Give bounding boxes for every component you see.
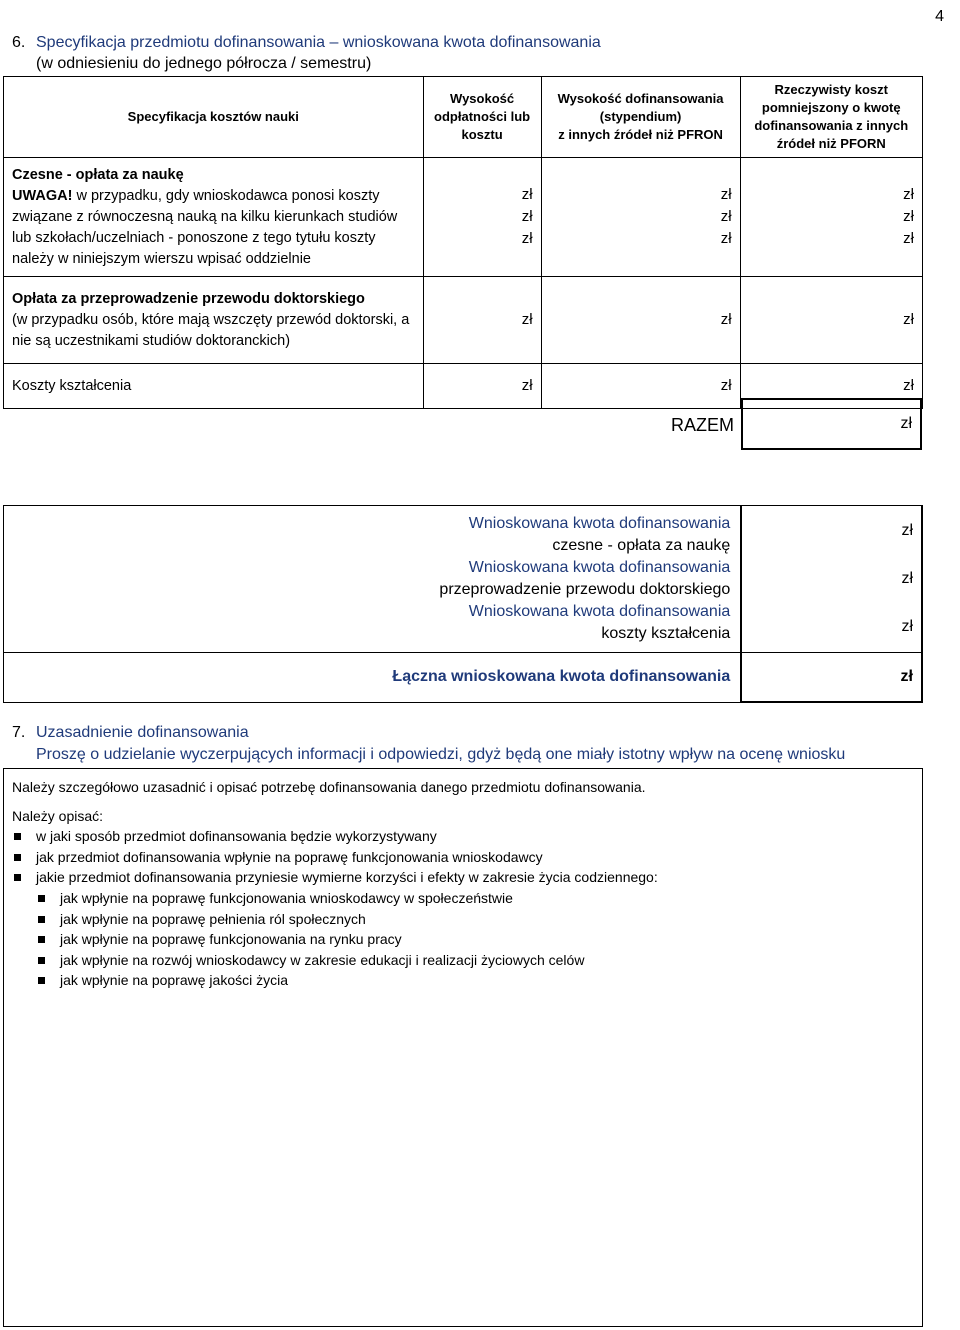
tuition-title: Czesne - opłata za naukę <box>12 166 184 183</box>
request-education-field[interactable]: zł <box>901 618 913 635</box>
request-lead: Wnioskowana kwota dofinansowania <box>468 559 731 576</box>
list-item: jak wpłynie na poprawę funkcjonowania wnioskodawcy w społeczeństwie <box>12 888 914 909</box>
requested-amount-table <box>3 505 923 703</box>
section-subtitle: Proszę o udzielanie wyczerpujących informacji i odpowiedzi, gdyż będą one miały istotny wpływ na ocenę wniosku <box>36 746 846 763</box>
doctoral-real-cost-field[interactable]: zł <box>740 277 922 364</box>
doctoral-label <box>4 277 424 364</box>
table-header-row <box>4 77 923 158</box>
education-funding-field[interactable]: zł <box>541 364 740 409</box>
doctoral-title: Opłata za przeprowadzenie przewodu doktorskiego <box>12 290 365 307</box>
justification-intro: Należy szczegółowo uzasadnić i opisać potrzebę dofinansowania danego przedmiotu dofinansowania. <box>12 779 646 795</box>
list-item: jak wpłynie na poprawę pełnienia ról społecznych <box>12 909 914 930</box>
list-item: jak wpłynie na poprawę jakości życia <box>12 970 914 991</box>
tuition-warning: UWAGA! <box>12 187 73 204</box>
request-detail: koszty kształcenia <box>601 625 731 642</box>
request-detail: przeprowadzenie przewodu doktorskiego <box>439 581 731 598</box>
section-subtitle: (w odniesieniu do jednego półrocza / semestru) <box>36 55 372 72</box>
requested-total-field[interactable]: zł <box>741 653 922 703</box>
page-number: 4 <box>935 8 944 25</box>
tuition-funding-field[interactable]: zł zł zł <box>541 158 740 277</box>
header-funding-line2: z innych źródeł niż PFRON <box>558 127 723 142</box>
section-title: Specyfikacja przedmiotu dofinansowania – wnioskowana kwota dofinansowania <box>36 34 601 51</box>
request-doctoral-field[interactable]: zł <box>901 570 913 587</box>
header-funding-line1: Wysokość dofinansowania (stypendium) <box>557 91 724 124</box>
tuition-amount-field[interactable]: zł zł zł <box>423 158 541 277</box>
education-amount-field[interactable]: zł <box>423 364 541 409</box>
section-number: 7. <box>12 724 26 741</box>
tuition-real-cost-field[interactable]: zł zł zł <box>740 158 922 277</box>
request-detail: czesne - opłata za naukę <box>552 537 731 554</box>
education-label: Koszty kształcenia <box>4 364 424 409</box>
header-real-cost: Rzeczywisty koszt pomniejszony o kwotę dofinansowania z innych źródeł niż PFORN <box>740 77 922 158</box>
section-6-heading <box>12 32 601 74</box>
requested-values <box>741 506 922 653</box>
justification-textarea[interactable] <box>3 768 923 1327</box>
table-row-doctoral <box>4 277 923 364</box>
requested-total-row <box>4 653 923 703</box>
header-funding <box>541 77 740 158</box>
list-item: jakie przedmiot dofinansowania przyniesie wymierne korzyści i efekty w zakresie życia codziennego: <box>12 867 914 888</box>
list-item: jak przedmiot dofinansowania wpłynie na poprawę funkcjonowania wnioskodawcy <box>12 847 914 868</box>
requested-total-label: Łączna wnioskowana kwota dofinansowania <box>4 653 742 703</box>
request-tuition-field[interactable]: zł <box>901 522 913 539</box>
doctoral-note: (w przypadku osób, które mają wszczęty przewód doktorski, a nie są uczestnikami studiów doktoranckich) <box>12 311 410 349</box>
doctoral-funding-field[interactable]: zł <box>541 277 740 364</box>
doctoral-amount-field[interactable]: zł <box>423 277 541 364</box>
request-item <box>14 557 730 601</box>
request-item <box>14 601 730 645</box>
section-number: 6. <box>12 34 26 51</box>
list-item: w jaki sposób przedmiot dofinansowania będzie wykorzystywany <box>12 826 914 847</box>
requested-rows <box>4 506 923 653</box>
justification-list <box>12 826 914 991</box>
list-item: jak wpłynie na poprawę funkcjonowania na rynku pracy <box>12 929 914 950</box>
header-spec: Specyfikacja kosztów nauki <box>4 77 424 158</box>
request-lead: Wnioskowana kwota dofinansowania <box>468 603 731 620</box>
justification-list-intro: Należy opisać: <box>12 807 104 824</box>
request-item <box>14 513 730 557</box>
tuition-note: w przypadku, gdy wnioskodawca ponosi koszty związane z równoczesną nauką na kilku kierunkach studiów lub szkołach/uczelniach - ponoszone z tego tytułu koszty należy w niniejszym wierszu wpisać oddzielnie <box>12 187 398 267</box>
section-7-heading <box>12 722 845 766</box>
requested-labels <box>4 506 742 653</box>
header-amount: Wysokość odpłatności lub kosztu <box>423 77 541 158</box>
table-row-tuition <box>4 158 923 277</box>
education-real-cost-field[interactable]: zł <box>740 364 922 409</box>
total-field[interactable]: zł <box>741 398 922 450</box>
total-label: RAZEM <box>671 415 734 435</box>
cost-spec-table <box>3 76 923 409</box>
request-lead: Wnioskowana kwota dofinansowania <box>468 515 731 532</box>
tuition-label <box>4 158 424 277</box>
list-item: jak wpłynie na rozwój wnioskodawcy w zakresie edukacji i realizacji życiowych celów <box>12 950 914 971</box>
section-title: Uzasadnienie dofinansowania <box>36 724 249 741</box>
